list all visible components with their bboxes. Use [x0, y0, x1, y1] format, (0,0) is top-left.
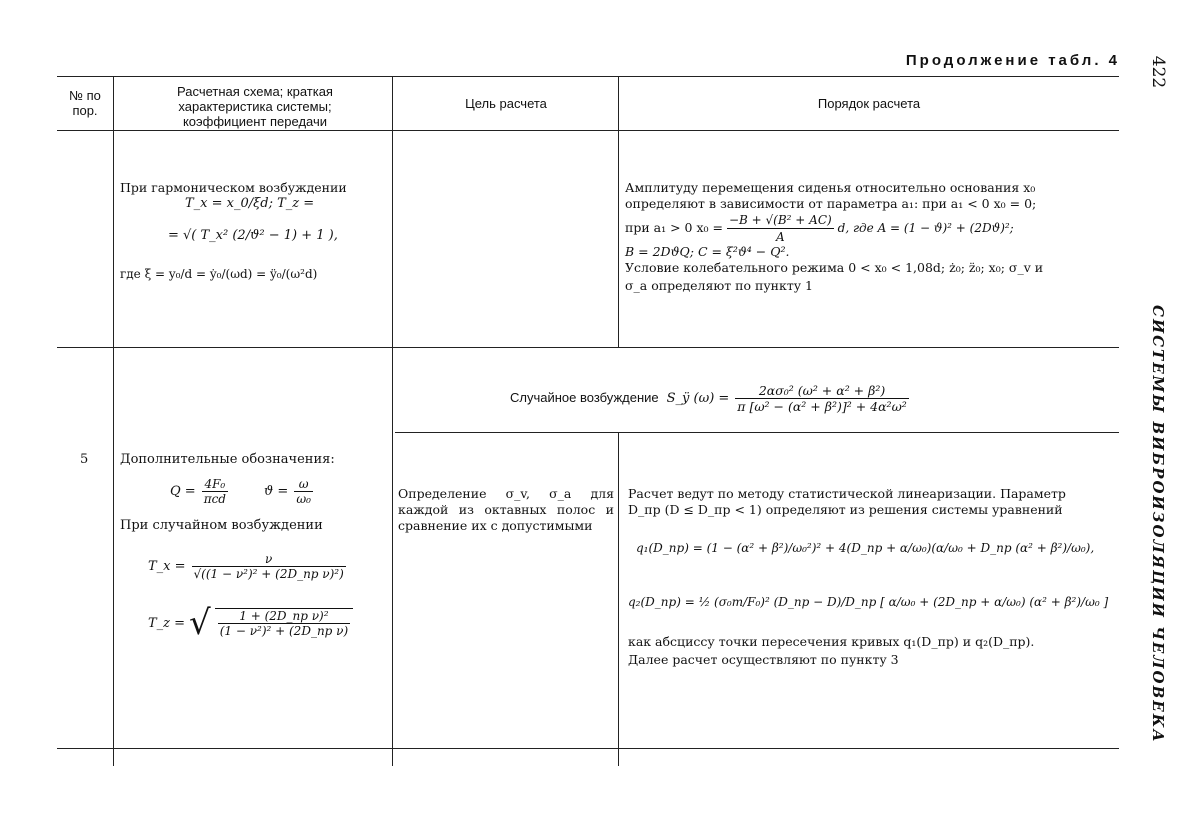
row5-tz-den: (1 − ν²)² + (2D_пр ν)	[219, 624, 349, 638]
row4-proc-line1: Амплитуду перемещения сиденья относительно основания x₀	[625, 180, 1036, 195]
row4-scheme-where: где ξ = y₀/d = ẏ₀/(ωd) = ÿ₀/(ω²d)	[120, 267, 318, 281]
row5-goal-text: Определение σ_v, σ_a для каждой из октавных полос и сравнение их с допустимыми	[398, 486, 614, 533]
row5-tz-fraction	[218, 609, 350, 638]
random-spectrum-num: 2ασ₀² (ω² + α² + β²)	[735, 383, 908, 399]
row4-proc-line2: определяют в зависимости от параметра a₁: при a₁ < 0 x₀ = 0;	[625, 196, 1037, 211]
random-excitation-label: Случайное возбуждение	[510, 390, 659, 405]
row4-scheme-intro: При гармоническом возбуждении	[120, 180, 347, 195]
col-header-scheme: Расчетная схема; краткая характеристика системы; коэффициент передачи	[177, 84, 333, 129]
row5-proc-line4: Далее расчет осуществляют по пункту 3	[628, 652, 899, 667]
random-banner-rule	[395, 432, 1119, 433]
row5-tx-fraction	[192, 552, 346, 581]
row5-proc-line3: как абсциссу точки пересечения кривых q₁(D_пр) и q₂(D_пр).	[628, 634, 1035, 649]
header-bottom-rule	[57, 130, 1119, 131]
row4-proc-coeff-a: d, где A = (1 − ϑ)² + (2Dϑ)²;	[837, 221, 1014, 235]
row5-v-den: ω₀	[296, 491, 311, 506]
row5-v-lhs: ϑ =	[263, 483, 289, 499]
row4-proc-line3	[625, 212, 1120, 242]
row5-proc-q1: q₁(D_пр) = (1 − (α² + β²)/ω₀²)² + 4(D_пр + α/ω₀)(α/ω₀ + D_пр (α² + β²)/ω₀),	[636, 541, 1095, 555]
col-header-number: № по пор.	[69, 88, 101, 118]
table-bottom-rule	[57, 748, 1119, 749]
row5-proc-q2: q₂(D_пр) = ½ (σ₀m/F₀)² (D_пр − D)/D_пр [ α/ω₀ + (2D_пр + α/ω₀) (α² + β²)/ω₀ ]	[628, 595, 1109, 609]
row5-extra-definitions	[170, 472, 380, 510]
row4-proc-frac-num: −B + √(B² + AC)	[728, 213, 832, 227]
col-divider-1	[113, 76, 114, 766]
row5-q-den: πcd	[203, 491, 226, 506]
col-divider-3-top	[618, 76, 619, 347]
row4-scheme-tx: T_x = x_0/ξd; T_z =	[185, 196, 315, 211]
random-spectrum-fraction	[735, 383, 908, 414]
row5-v-fraction	[294, 477, 313, 506]
row5-tz-radicand	[215, 608, 353, 638]
row5-tz-num: 1 + (2D_пр ν)²	[218, 609, 350, 624]
continuation-title: Продолжение табл. 4	[905, 52, 1120, 69]
row4-proc-line4: B = 2DϑQ; C = ξ²ϑ⁴ − Q².	[625, 244, 790, 259]
row5-q-lhs: Q =	[170, 483, 196, 499]
sqrt-radical-icon: √	[189, 603, 211, 643]
row5-tx-formula	[148, 544, 388, 588]
row5-tz-lhs: T_z =	[148, 615, 186, 631]
row5-tz-formula	[148, 598, 388, 648]
col-divider-3-bottom	[618, 432, 619, 766]
col-header-goal: Цель расчета	[465, 96, 547, 111]
row5-v-num: ω	[294, 477, 313, 492]
row4-proc-x0-label: при a₁ > 0 x₀ =	[625, 220, 723, 235]
row5-random-title: При случайном возбуждении	[120, 518, 323, 533]
row5-number: 5	[80, 452, 89, 467]
row4-scheme-tz: = √( T_x² (2/ϑ² − 1) + 1 ),	[168, 228, 338, 243]
row5-q-fraction	[202, 477, 228, 506]
row4-proc-line6: σ_a определяют по пункту 1	[625, 278, 814, 293]
row5-tx-den: √((1 − ν²)² + (2D_пр ν)²)	[193, 566, 344, 581]
row5-proc-line1: Расчет ведут по методу статистической линеаризации. Параметр	[628, 486, 1066, 501]
row4-proc-line5: Условие колебательного режима 0 < x₀ < 1,08d; ż₀; z̈₀; x₀; σ_v и	[625, 260, 1044, 275]
row5-proc-line2: D_пр (D ≤ D_пр < 1) определяют из решения системы уравнений	[628, 502, 1063, 517]
row5-q-num: 4F₀	[202, 477, 228, 492]
row4-proc-fraction	[727, 212, 834, 245]
row4-proc-frac-den: A	[775, 230, 785, 244]
col-divider-2	[392, 76, 393, 766]
col-header-procedure: Порядок расчета	[817, 96, 921, 111]
random-excitation-banner	[510, 376, 1030, 420]
side-section-title: СИСТЕМЫ ВИБРОИЗОЛЯЦИИ ЧЕЛОВЕКА	[1149, 305, 1167, 744]
table-top-rule	[57, 76, 1119, 77]
page-number: 422	[1148, 55, 1168, 89]
random-spectrum-den: π [ω² − (α² + β²)]² + 4α²ω²	[737, 398, 907, 414]
row5-tx-lhs: T_x =	[148, 558, 186, 574]
row5-extra-title: Дополнительные обозначения:	[120, 452, 335, 467]
row4-bottom-rule	[57, 347, 1119, 348]
row5-tx-num: ν	[192, 552, 346, 567]
random-spectrum-lhs: S_ÿ (ω) =	[666, 390, 730, 406]
